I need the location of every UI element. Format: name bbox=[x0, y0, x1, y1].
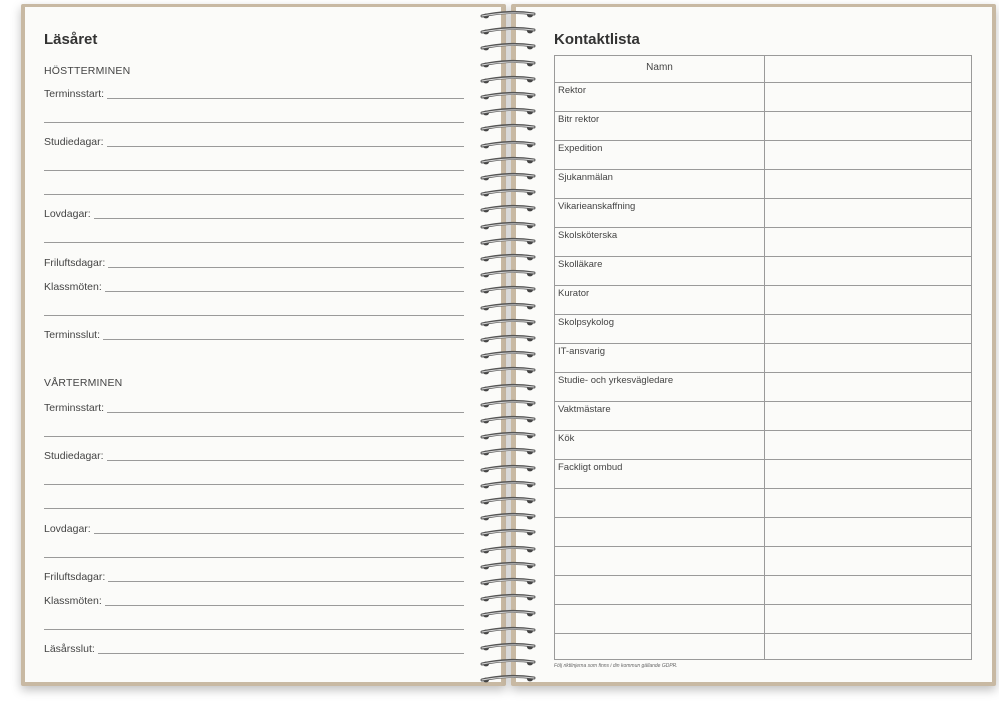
table-row-divider bbox=[555, 459, 971, 460]
table-row-divider bbox=[555, 604, 971, 605]
spiral-coil bbox=[478, 26, 538, 36]
contact-table bbox=[554, 55, 972, 660]
spiral-coil bbox=[478, 480, 538, 490]
field-label: Terminsstart: bbox=[44, 402, 107, 414]
table-row-divider bbox=[555, 314, 971, 315]
page-title: Läsåret bbox=[44, 31, 98, 48]
field-label: Klassmöten: bbox=[44, 595, 105, 607]
spiral-coil bbox=[478, 10, 538, 20]
page-title: Kontaktlista bbox=[554, 31, 640, 48]
table-row-divider bbox=[555, 227, 971, 228]
field-label: Lovdagar: bbox=[44, 523, 94, 535]
spiral-coil bbox=[478, 577, 538, 587]
spiral-coil bbox=[478, 75, 538, 85]
table-row-divider bbox=[555, 256, 971, 257]
spiral-coil bbox=[478, 674, 538, 684]
table-row-label: Kök bbox=[558, 433, 575, 444]
spiral-coil bbox=[478, 431, 538, 441]
spiral-binding bbox=[478, 10, 538, 690]
spiral-coil bbox=[478, 399, 538, 409]
table-header-name: Namn bbox=[646, 62, 673, 73]
field-label: Läsårsslut: bbox=[44, 643, 98, 655]
table-row-divider bbox=[555, 488, 971, 489]
table-row-label: Expedition bbox=[558, 143, 603, 154]
field-label: Lovdagar: bbox=[44, 208, 94, 220]
table-header-divider bbox=[555, 82, 971, 83]
spiral-coil bbox=[478, 496, 538, 506]
spiral-coil bbox=[478, 642, 538, 652]
column-divider bbox=[764, 56, 765, 659]
spiral-coil bbox=[478, 285, 538, 295]
table-row-label: Fackligt ombud bbox=[558, 462, 623, 473]
spiral-coil bbox=[478, 237, 538, 247]
spiral-coil bbox=[478, 59, 538, 69]
spiral-coil bbox=[478, 464, 538, 474]
spiral-coil bbox=[478, 512, 538, 522]
autumn-term-heading: HÖSTTERMINEN bbox=[44, 65, 131, 77]
spiral-coil bbox=[478, 658, 538, 668]
right-page bbox=[516, 7, 992, 682]
spiral-coil bbox=[478, 123, 538, 133]
spiral-coil bbox=[478, 42, 538, 52]
table-row-label: Skolläkare bbox=[558, 259, 603, 270]
spiral-coil bbox=[478, 91, 538, 101]
spiral-coil bbox=[478, 221, 538, 231]
spiral-coil bbox=[478, 593, 538, 603]
field-label: Terminsslut: bbox=[44, 329, 103, 341]
table-row-label: Bitr rektor bbox=[558, 114, 600, 125]
spiral-coil bbox=[478, 253, 538, 263]
table-row-label: Rektor bbox=[558, 85, 586, 96]
spiral-coil bbox=[478, 188, 538, 198]
table-row-label: Vaktmästare bbox=[558, 404, 611, 415]
table-row-divider bbox=[555, 430, 971, 431]
table-row-label: Skolpsykolog bbox=[558, 317, 614, 328]
field-label: Friluftsdagar: bbox=[44, 571, 108, 583]
spiral-coil bbox=[478, 626, 538, 636]
table-row-divider bbox=[555, 169, 971, 170]
spiral-coil bbox=[478, 447, 538, 457]
field-label: Studiedagar: bbox=[44, 136, 107, 148]
spiral-coil bbox=[478, 140, 538, 150]
spring-term-heading: VÅRTERMINEN bbox=[44, 377, 123, 389]
table-row-divider bbox=[555, 517, 971, 518]
table-row-label: Kurator bbox=[558, 288, 590, 299]
spiral-coil bbox=[478, 366, 538, 376]
table-row-label: Skolsköterska bbox=[558, 230, 618, 241]
spiral-coil bbox=[478, 561, 538, 571]
spiral-coil bbox=[478, 545, 538, 555]
spiral-coil bbox=[478, 269, 538, 279]
table-row-divider bbox=[555, 546, 971, 547]
table-row-label: IT-ansvarig bbox=[558, 346, 605, 357]
field-label: Studiedagar: bbox=[44, 450, 107, 462]
field-label: Friluftsdagar: bbox=[44, 257, 108, 269]
table-row-divider bbox=[555, 575, 971, 576]
field-label: Klassmöten: bbox=[44, 281, 105, 293]
table-row-divider bbox=[555, 372, 971, 373]
spiral-coil bbox=[478, 302, 538, 312]
spiral-coil bbox=[478, 107, 538, 117]
spiral-coil bbox=[478, 609, 538, 619]
spiral-coil bbox=[478, 415, 538, 425]
spiral-coil bbox=[478, 350, 538, 360]
spiral-coil bbox=[478, 204, 538, 214]
table-row-divider bbox=[555, 198, 971, 199]
table-row-divider bbox=[555, 140, 971, 141]
table-row-label: Studie- och yrkesvägledare bbox=[558, 375, 674, 386]
table-row-divider bbox=[555, 633, 971, 634]
table-row-label: Vikarieanskaffning bbox=[558, 201, 636, 212]
left-page bbox=[25, 7, 501, 682]
spiral-coil bbox=[478, 383, 538, 393]
spiral-coil bbox=[478, 334, 538, 344]
spiral-coil bbox=[478, 318, 538, 328]
table-row-label: Sjukanmälan bbox=[558, 172, 613, 183]
table-row-divider bbox=[555, 343, 971, 344]
spiral-coil bbox=[478, 156, 538, 166]
table-row-divider bbox=[555, 401, 971, 402]
spiral-coil bbox=[478, 172, 538, 182]
spiral-coil bbox=[478, 528, 538, 538]
field-label: Terminsstart: bbox=[44, 88, 107, 100]
table-row-divider bbox=[555, 111, 971, 112]
table-row-divider bbox=[555, 285, 971, 286]
gdpr-footnote: Följ riktlinjerna som finns i din kommun gällande GDPR. bbox=[554, 663, 678, 669]
